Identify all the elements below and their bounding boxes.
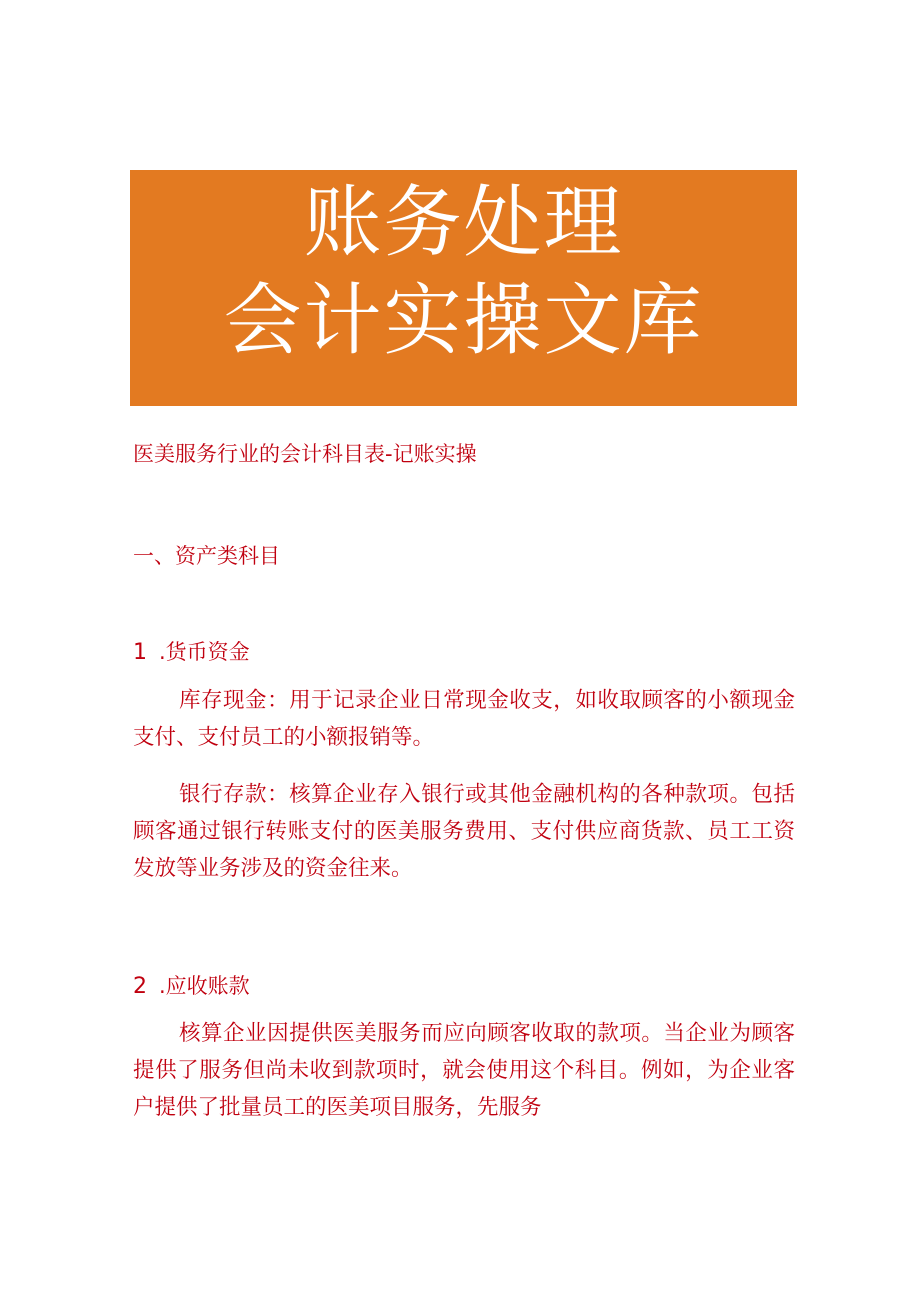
subheading-number: 2 — [133, 974, 147, 999]
banner-title-line-2: 会计实操文库 — [223, 276, 704, 366]
paragraph-bank-deposits: 银行存款：核算企业存入银行或其他金融机构的各种款项。包括顾客通过银行转账支付的医美服务费用、支付供应商货款、员工工资发放等业务涉及的资金往来。 — [133, 782, 795, 881]
section-heading-assets: 一、资产类科目 — [133, 544, 280, 568]
subheading-number: 1 — [133, 640, 147, 665]
paragraph-cash-on-hand: 库存现金：用于记录企业日常现金收支，如收取顾客的小额现金支付、支付员工的小额报销等。 — [133, 688, 795, 750]
subheading-title: .应收账款 — [159, 974, 250, 998]
title-banner — [130, 170, 797, 406]
paragraph-accounts-receivable: 核算企业因提供医美服务而应向顾客收取的款项。当企业为顾客提供了服务但尚未收到款项时，就会使用这个科目。例如，为企业客户提供了批量员工的医美项目服务，先服务 — [133, 1021, 795, 1120]
subheading-title: .货币资金 — [159, 640, 250, 664]
subheading-monetary-funds — [133, 638, 250, 667]
document-title: 医美服务行业的会计科目表-记账实操 — [133, 442, 477, 466]
banner-title-line-1: 账务处理 — [303, 178, 624, 268]
subheading-accounts-receivable — [133, 972, 250, 1001]
